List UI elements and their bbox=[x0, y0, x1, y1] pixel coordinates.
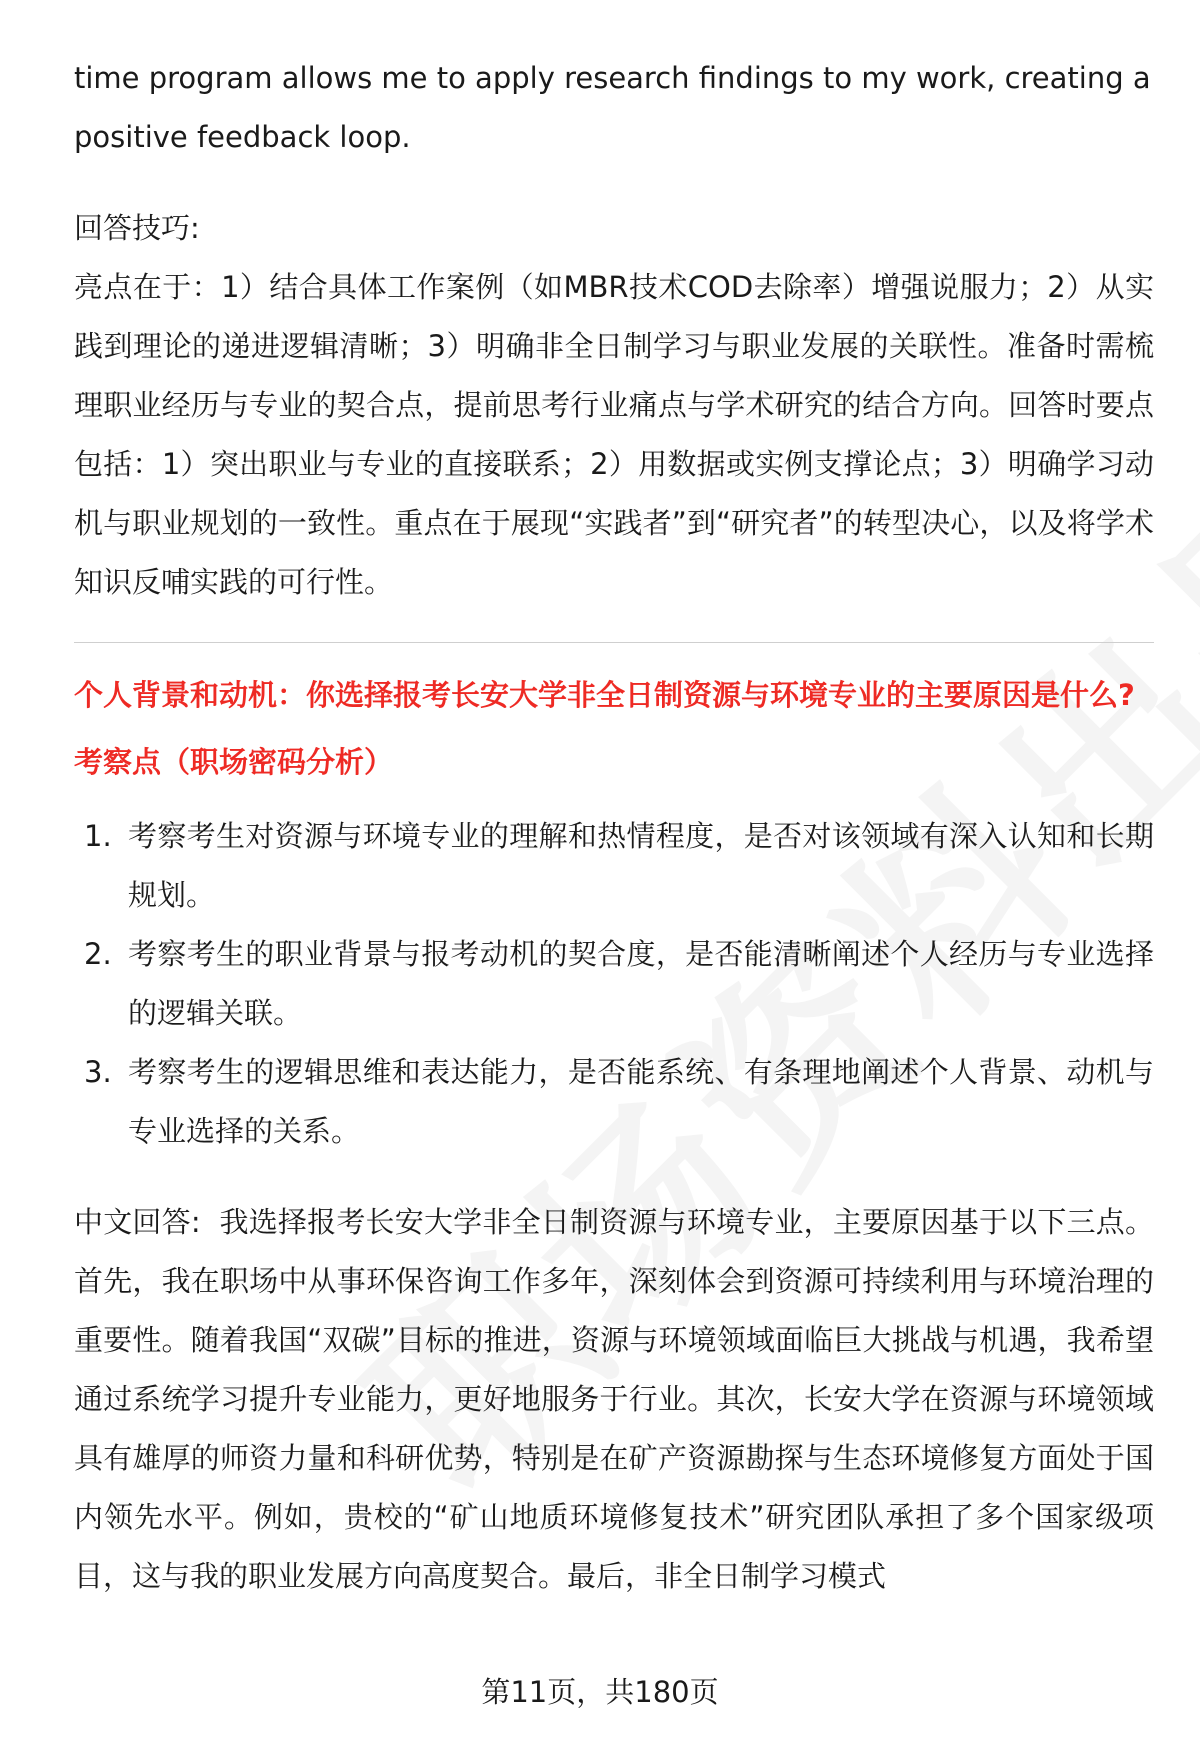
analysis-title: 考察点（职场密码分析） bbox=[74, 745, 394, 779]
list-item-number: 2. bbox=[84, 937, 112, 971]
list-item-text: 考察考生对资源与环境专业的理解和热情程度，是否对该领域有深入认知和长期规划。 bbox=[128, 819, 1154, 912]
list-item bbox=[74, 1043, 1154, 1161]
english-answer-tail: time program allows me to apply research findings to my work, creating a positive feedback loop. bbox=[74, 61, 1151, 154]
question-heading: 个人背景和动机：你选择报考长安大学非全日制资源与环境专业的主要原因是什么? bbox=[74, 678, 1135, 712]
chinese-answer-label: 中文回答: bbox=[74, 1205, 201, 1239]
list-item-text: 考察考生的逻辑思维和表达能力，是否能系统、有条理地阐述个人背景、动机与专业选择的关系。 bbox=[128, 1055, 1154, 1148]
list-item bbox=[74, 807, 1154, 925]
section-divider bbox=[74, 642, 1154, 643]
page-number: 第11页，共180页 bbox=[481, 1675, 719, 1709]
tips-body: 亮点在于：1）结合具体工作案例（如MBR技术COD去除率）增强说服力；2）从实践到理论的递进逻辑清晰；3）明确非全日制学习与职业发展的关联性。准备时需梳理职业经历与专业的契合点，提前思考行业痛点与学术研究的结合方向。回答时要点包括：1）突出职业与专业的直接联系；2）用数据或实例支撑论点；3）明确学习动机与职业规划的一致性。重点在于展现“实践者”到“研究者”的转型决心，以及将学术知识反哺实践的可行性。 bbox=[74, 270, 1154, 599]
chinese-answer-body: 我选择报考长安大学非全日制资源与环境专业，主要原因基于以下三点。首先，我在职场中从事环保咨询工作多年，深刻体会到资源可持续利用与环境治理的重要性。随着我国“双碳”目标的推进，资源与环境领域面临巨大挑战与机遇，我希望通过系统学习提升专业能力，更好地服务于行业。其次，长安大学在资源与环境领域具有雄厚的师资力量和科研优势，特别是在矿产资源勘探与生态环境修复方面处于国内领先水平。例如，贵校的“矿山地质环境修复技术”研究团队承担了多个国家级项目，这与我的职业发展方向高度契合。最后，非全日制学习模式 bbox=[74, 1205, 1154, 1593]
list-item bbox=[74, 925, 1154, 1043]
list-item-number: 1. bbox=[84, 819, 112, 853]
analysis-list bbox=[74, 807, 1154, 1161]
page-content bbox=[74, 49, 1154, 1606]
tips-label: 回答技巧: bbox=[74, 211, 200, 245]
chinese-answer bbox=[74, 1193, 1154, 1606]
list-item-text: 考察考生的职业背景与报考动机的契合度，是否能清晰阐述个人经历与专业选择的逻辑关联。 bbox=[128, 937, 1154, 1030]
list-item-number: 3. bbox=[84, 1055, 112, 1089]
